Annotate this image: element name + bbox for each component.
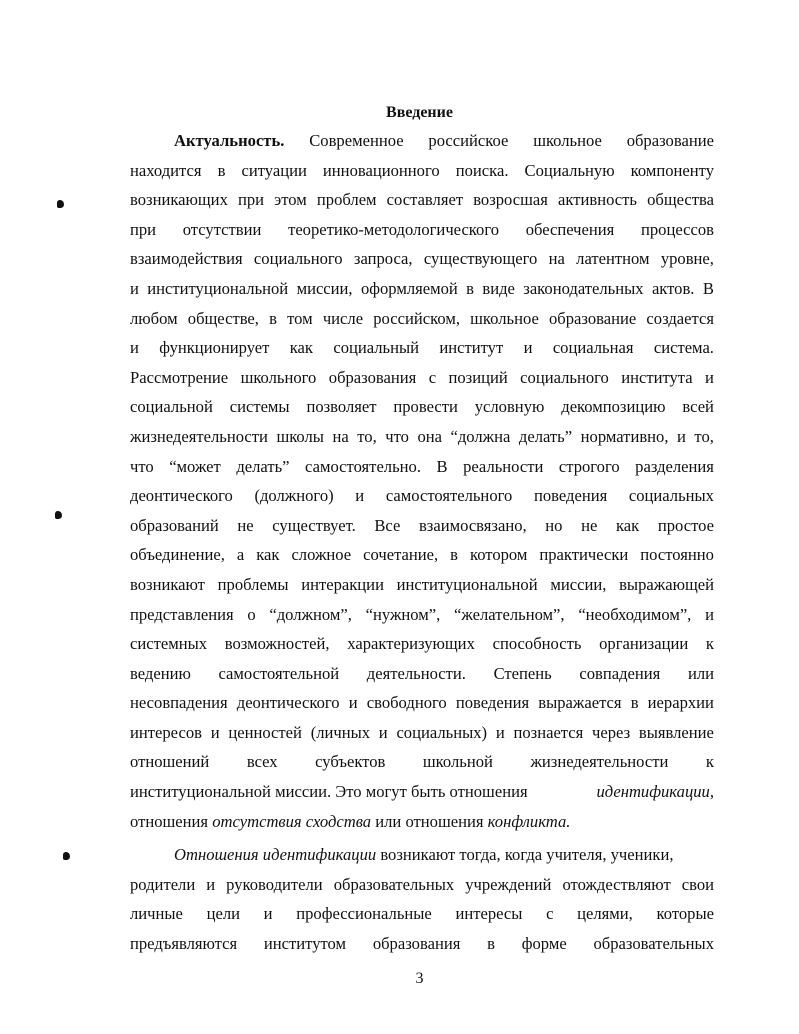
- word: Степень: [493, 663, 552, 683]
- word: поведения: [455, 693, 530, 713]
- word: российское: [428, 131, 509, 150]
- word: том: [287, 308, 313, 328]
- word: проблемы: [217, 574, 289, 594]
- word: возникают: [130, 574, 205, 594]
- word: компоненту: [630, 160, 714, 180]
- word: целями,: [577, 904, 633, 924]
- italic-term: Отношения идентификации: [174, 845, 377, 864]
- word: руководители: [226, 874, 323, 894]
- paragraph-line: [130, 899, 714, 929]
- word: провести: [393, 397, 458, 417]
- word: в: [630, 693, 639, 713]
- text-span: институциональной миссии. Это могут быть отношения: [130, 782, 528, 802]
- word: на: [332, 426, 349, 446]
- word: выражается: [538, 693, 622, 713]
- word: и: [495, 722, 505, 742]
- word: общества: [647, 190, 714, 210]
- word: актов.: [651, 278, 695, 298]
- word: жизнедеятельности: [530, 752, 669, 772]
- word: котором: [469, 545, 528, 565]
- word: и: [130, 338, 139, 358]
- lead-heading: Актуальность.: [174, 131, 285, 150]
- word: сочетание,: [363, 545, 439, 565]
- word: институтом: [263, 933, 347, 953]
- word: институт: [439, 338, 504, 358]
- word: характеризующих: [347, 634, 475, 654]
- word: обеспечения: [525, 219, 615, 239]
- word: образование: [548, 308, 637, 328]
- word: не: [581, 515, 598, 535]
- paragraph-line: [130, 540, 714, 570]
- word: и: [705, 367, 714, 387]
- word: то,: [694, 426, 714, 446]
- word: обществе,: [187, 308, 259, 328]
- word: В: [702, 278, 714, 298]
- word: и: [705, 604, 714, 624]
- paragraph-line: [130, 333, 714, 363]
- word: Все: [374, 515, 401, 535]
- paragraph-line: [130, 126, 714, 156]
- word: в: [466, 278, 475, 298]
- word: как: [256, 545, 280, 565]
- word: способность: [492, 634, 582, 654]
- paragraph-line: [130, 570, 714, 600]
- word: образование: [626, 131, 714, 150]
- word: школьного: [240, 367, 317, 387]
- paragraph-line: [130, 688, 714, 718]
- word: поведения: [533, 486, 608, 506]
- word: самостоятельной: [218, 663, 340, 683]
- paragraph-line: [130, 870, 714, 900]
- scan-mark: [55, 511, 62, 519]
- word: к: [705, 634, 714, 654]
- word: не: [237, 515, 254, 535]
- paragraph-line: [130, 156, 714, 186]
- word: разделения: [635, 456, 714, 476]
- paragraph-line: [130, 659, 714, 689]
- word: делать”: [236, 456, 290, 476]
- paragraph-line: [130, 777, 714, 807]
- paragraph-line: [130, 629, 714, 659]
- paragraph-line: [130, 304, 714, 334]
- italic-term: отсутствия сходства: [212, 811, 372, 831]
- word: и: [523, 338, 533, 358]
- word: образований: [130, 515, 219, 535]
- word: выражающей: [619, 574, 714, 594]
- paragraph-1: [130, 126, 714, 836]
- paragraph-line: [130, 422, 714, 452]
- word: отношений: [130, 752, 210, 772]
- word: инновационного: [322, 160, 440, 180]
- word: функционирует: [159, 338, 270, 358]
- word: строгого: [558, 456, 620, 476]
- word: сложное: [291, 545, 352, 565]
- word: социальных): [396, 722, 488, 742]
- word: В: [436, 456, 448, 476]
- word: запроса,: [353, 249, 413, 269]
- word: она: [417, 426, 442, 446]
- word: или: [687, 663, 714, 683]
- word: существует.: [272, 515, 356, 535]
- word: Социальную: [524, 160, 615, 180]
- word: существующего: [423, 249, 538, 269]
- word: и: [130, 278, 139, 298]
- word: что: [130, 456, 154, 476]
- paragraph-line: [130, 452, 714, 482]
- paragraph-line: [130, 481, 714, 511]
- paragraph-line: [130, 244, 714, 274]
- text-span: или отношения: [375, 811, 484, 831]
- word: предъявляются: [130, 933, 238, 953]
- word: социальная: [552, 338, 634, 358]
- word: постоянно: [640, 545, 714, 565]
- word: простое: [657, 515, 714, 535]
- word: несовпадения: [130, 693, 228, 713]
- word: и: [355, 486, 365, 506]
- word: школьное: [533, 131, 602, 150]
- word: в: [217, 160, 226, 180]
- word: то,: [357, 426, 377, 446]
- word: поиска.: [455, 160, 509, 180]
- scan-mark: [63, 852, 70, 860]
- word: процессов: [640, 219, 714, 239]
- word: жизнедеятельности: [130, 426, 268, 446]
- word: деонтического: [236, 693, 340, 713]
- word: с: [428, 367, 437, 387]
- word: проблем: [316, 190, 377, 210]
- paragraph-line: [130, 747, 714, 777]
- word: реальности: [463, 456, 544, 476]
- word: в: [269, 308, 277, 328]
- word: и: [210, 722, 220, 742]
- word: и: [206, 874, 216, 894]
- word: на: [548, 249, 565, 269]
- word: виде: [482, 278, 515, 298]
- text-span: отношения: [130, 811, 209, 831]
- word: (должного): [254, 486, 334, 506]
- word: деонтического: [130, 486, 233, 506]
- word: взаимодействия: [130, 249, 243, 269]
- page-number: 3: [415, 970, 424, 987]
- word: миссии,: [296, 278, 353, 298]
- word: интересы: [455, 904, 523, 924]
- word: система.: [653, 338, 714, 358]
- word: познается: [513, 722, 584, 742]
- word: школьной: [422, 752, 493, 772]
- word: теоретико-методологического: [288, 219, 500, 239]
- word: создается: [646, 308, 714, 328]
- word: ведению: [130, 663, 191, 683]
- paragraph-line: [130, 274, 714, 304]
- word: взаимосвязано,: [418, 515, 527, 535]
- word: которые: [656, 904, 714, 924]
- word: субъектов: [315, 752, 386, 772]
- word: образования: [372, 933, 461, 953]
- word: школьное: [470, 308, 539, 328]
- word: и: [378, 722, 388, 742]
- word: как: [615, 515, 640, 535]
- word: “должном”,: [269, 604, 352, 624]
- word: латентном: [576, 249, 650, 269]
- paragraph-line: [130, 600, 714, 630]
- word: института: [621, 367, 693, 387]
- word: социальной: [130, 397, 213, 417]
- paragraph-line: [130, 215, 714, 245]
- paragraph-line: [130, 185, 714, 215]
- word: ситуации: [241, 160, 307, 180]
- word: и: [677, 426, 686, 446]
- word: социального: [253, 249, 343, 269]
- word: в: [487, 933, 495, 953]
- word: родители: [130, 874, 196, 894]
- word: системных: [130, 634, 208, 654]
- word: институциональной: [147, 278, 289, 298]
- word: объединение,: [130, 545, 225, 565]
- paragraph-line: [130, 718, 714, 748]
- paragraph-line: [130, 807, 714, 837]
- word: практически: [539, 545, 629, 565]
- word: и: [263, 904, 273, 924]
- word: и: [348, 693, 358, 713]
- word: что: [385, 426, 409, 446]
- word: школы: [276, 426, 324, 446]
- paragraph-line: [130, 363, 714, 393]
- word: (личных: [310, 722, 371, 742]
- word: находится: [130, 160, 202, 180]
- word: профессиональные: [296, 904, 432, 924]
- word: о: [247, 604, 256, 624]
- word: системы: [229, 397, 290, 417]
- word: цели: [206, 904, 240, 924]
- word: делать”: [518, 426, 573, 446]
- word: этом: [274, 190, 307, 210]
- word: образования: [328, 367, 417, 387]
- word: любом: [130, 308, 178, 328]
- word: к: [705, 752, 714, 772]
- word: самостоятельно.: [305, 456, 421, 476]
- word: личные: [130, 904, 183, 924]
- word: позиций: [448, 367, 508, 387]
- word: социальных: [628, 486, 714, 506]
- word: числе: [322, 308, 364, 328]
- word: “может: [169, 456, 221, 476]
- word: но: [545, 515, 563, 535]
- word: “желательном”,: [454, 604, 565, 624]
- paragraph-2: [130, 840, 714, 958]
- word: институциональной: [396, 574, 538, 594]
- word: отождествляют: [562, 874, 671, 894]
- word: Современное: [309, 131, 404, 150]
- word: а: [236, 545, 245, 565]
- word: в: [450, 545, 459, 565]
- word: при: [237, 190, 265, 210]
- word: свои: [681, 874, 714, 894]
- scan-mark: [57, 200, 64, 208]
- word: интересов: [130, 722, 202, 742]
- word: при: [130, 219, 157, 239]
- word: социальный: [333, 338, 420, 358]
- word: позволяет: [306, 397, 377, 417]
- word: нормативно,: [580, 426, 669, 446]
- word: самостоятельного: [385, 486, 513, 506]
- word: совпадения: [579, 663, 661, 683]
- italic-term: идентификации,: [596, 782, 714, 802]
- word: форме: [521, 933, 567, 953]
- word: с: [546, 904, 554, 924]
- word: иерархии: [647, 693, 714, 713]
- word: свободного: [366, 693, 447, 713]
- word: как: [289, 338, 313, 358]
- word: выявление: [638, 722, 714, 742]
- word: всей: [682, 397, 714, 417]
- word: учреждений: [465, 874, 552, 894]
- word: законодательных: [523, 278, 644, 298]
- word: “нужном”,: [365, 604, 441, 624]
- word: “должна: [450, 426, 511, 446]
- word: организации: [599, 634, 689, 654]
- word: интеракции: [301, 574, 384, 594]
- word: уровне,: [660, 249, 714, 269]
- page-title: Введение: [386, 104, 453, 121]
- italic-term: конфликта.: [487, 811, 571, 831]
- word: представления: [130, 604, 234, 624]
- word: через: [592, 722, 631, 742]
- word: декомпозицию: [561, 397, 666, 417]
- text-span: возникают тогда, когда учителя, ученики,: [380, 845, 674, 864]
- word: ценностей: [228, 722, 302, 742]
- paragraph-line: [130, 511, 714, 541]
- word: российском,: [373, 308, 460, 328]
- paragraph-line: [130, 840, 714, 870]
- word: деятельности.: [366, 663, 466, 683]
- word: отсутствии: [182, 219, 262, 239]
- word: “необходимом”,: [578, 604, 692, 624]
- word: активность: [558, 190, 637, 210]
- paragraph-line: [130, 929, 714, 959]
- word: возросшая: [473, 190, 548, 210]
- word: оформляемой: [360, 278, 458, 298]
- word: миссии,: [550, 574, 607, 594]
- paragraph-line: [130, 392, 714, 422]
- word: возможностей,: [224, 634, 330, 654]
- word: Рассмотрение: [130, 367, 229, 387]
- word: составляет: [386, 190, 464, 210]
- word: возникающих: [130, 190, 228, 210]
- word: образовательных: [333, 874, 455, 894]
- word: условную: [474, 397, 545, 417]
- word: всех: [246, 752, 278, 772]
- word: образовательных: [593, 933, 714, 953]
- word: социального: [520, 367, 609, 387]
